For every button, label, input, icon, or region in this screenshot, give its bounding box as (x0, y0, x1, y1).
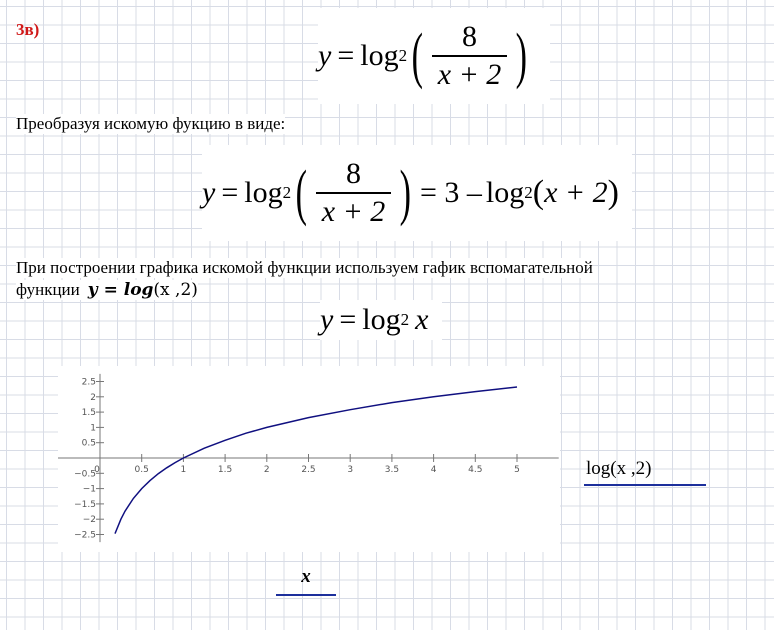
y-axis-expression[interactable] (584, 458, 706, 486)
formula3-arg: x (415, 303, 429, 336)
formula1-fraction (432, 19, 508, 93)
text-auxiliary-line1: При построении графика искомой функции используем гафик вспомагательной (16, 258, 593, 277)
x-tick-label: 2 (263, 465, 270, 475)
formula2-den: x + 2 (321, 195, 386, 228)
y-axis-expression-underline (584, 484, 706, 486)
x-axis-expression-underline (276, 594, 336, 596)
log2-curve (115, 387, 517, 534)
formula2-rhs-const: = 3 – (419, 176, 482, 209)
x-axis-expression[interactable] (276, 566, 336, 596)
formula-auxiliary[interactable] (320, 300, 442, 340)
x-tick-label: 4 (430, 465, 437, 475)
y-tick-label: 0.5 (81, 438, 96, 449)
plot-area[interactable] (58, 366, 560, 552)
inline-function-y: y (87, 280, 98, 300)
x-tick-label: 3 (347, 465, 354, 475)
formula2-fraction (316, 156, 392, 230)
y-tick-label: −2 (82, 515, 96, 526)
formula3-eq: = (339, 303, 357, 336)
formula2-rhs-arg: x + 2 (544, 176, 608, 209)
x-axis-expression-text: x (301, 566, 311, 587)
formula3-log: log (362, 303, 401, 336)
inline-function-args: (x ,2) (153, 280, 198, 300)
y-tick-label: 2.5 (81, 377, 96, 388)
section-label: 3в) (16, 20, 40, 39)
inline-function[interactable] (88, 280, 198, 300)
text-auxiliary-line2 (16, 280, 198, 300)
y-tick-label: 1.5 (81, 408, 96, 419)
y-axis-expression-text: log(x ,2) (586, 458, 652, 479)
formula2-base: 2 (282, 183, 292, 202)
formula2-lhs: y (202, 176, 216, 209)
x-tick-label: 5 (514, 465, 520, 475)
formula2-eq: = (221, 176, 239, 209)
formula-transformed[interactable] (202, 145, 632, 241)
formula2-log: log (244, 176, 283, 209)
formula1-eq: = (337, 39, 355, 72)
formula1-lparen: ( (411, 22, 424, 90)
formula1-rparen: ) (515, 22, 528, 90)
formula3-lhs: y (320, 303, 334, 336)
formula1-lhs: y (318, 39, 332, 72)
formula1-num: 8 (432, 19, 508, 57)
formula3-base: 2 (400, 310, 410, 329)
formula2-num: 8 (316, 156, 392, 194)
log2-chart (58, 366, 560, 552)
formula-original[interactable] (318, 8, 550, 104)
formula2-rhs-log: log (485, 176, 525, 209)
text-transform-intro: Преобразуя искомую фукцию в виде: (16, 114, 286, 133)
text-auxiliary-word: функции (16, 280, 80, 299)
formula2-rhs-rparen: ) (607, 174, 619, 211)
y-tick-label: 2 (90, 392, 96, 403)
x-tick-label: 0.5 (134, 465, 149, 475)
x-tick-label: 1 (180, 465, 187, 475)
y-tick-label: −1 (82, 484, 96, 495)
x-tick-label: 2.5 (301, 465, 316, 475)
inline-function-name: log (123, 280, 154, 300)
x-tick-label: 0 (94, 465, 100, 475)
y-tick-label: −2.5 (74, 530, 96, 541)
y-tick-label: 1 (90, 423, 96, 434)
formula1-den: x + 2 (437, 58, 502, 91)
x-tick-label: 1.5 (217, 465, 233, 475)
formula1-base: 2 (398, 46, 408, 65)
y-tick-label: −0.5 (74, 469, 96, 480)
y-tick-label: −1.5 (74, 499, 96, 510)
x-tick-label: 3.5 (384, 465, 400, 475)
inline-function-eq: = (103, 280, 118, 300)
formula2-rhs-lparen: ( (532, 174, 545, 211)
formula2-lparen: ( (295, 159, 308, 227)
x-tick-label: 4.5 (468, 465, 483, 475)
formula2-rparen: ) (399, 159, 412, 227)
formula1-log: log (360, 39, 399, 72)
formula2-rhs-base: 2 (524, 183, 533, 202)
